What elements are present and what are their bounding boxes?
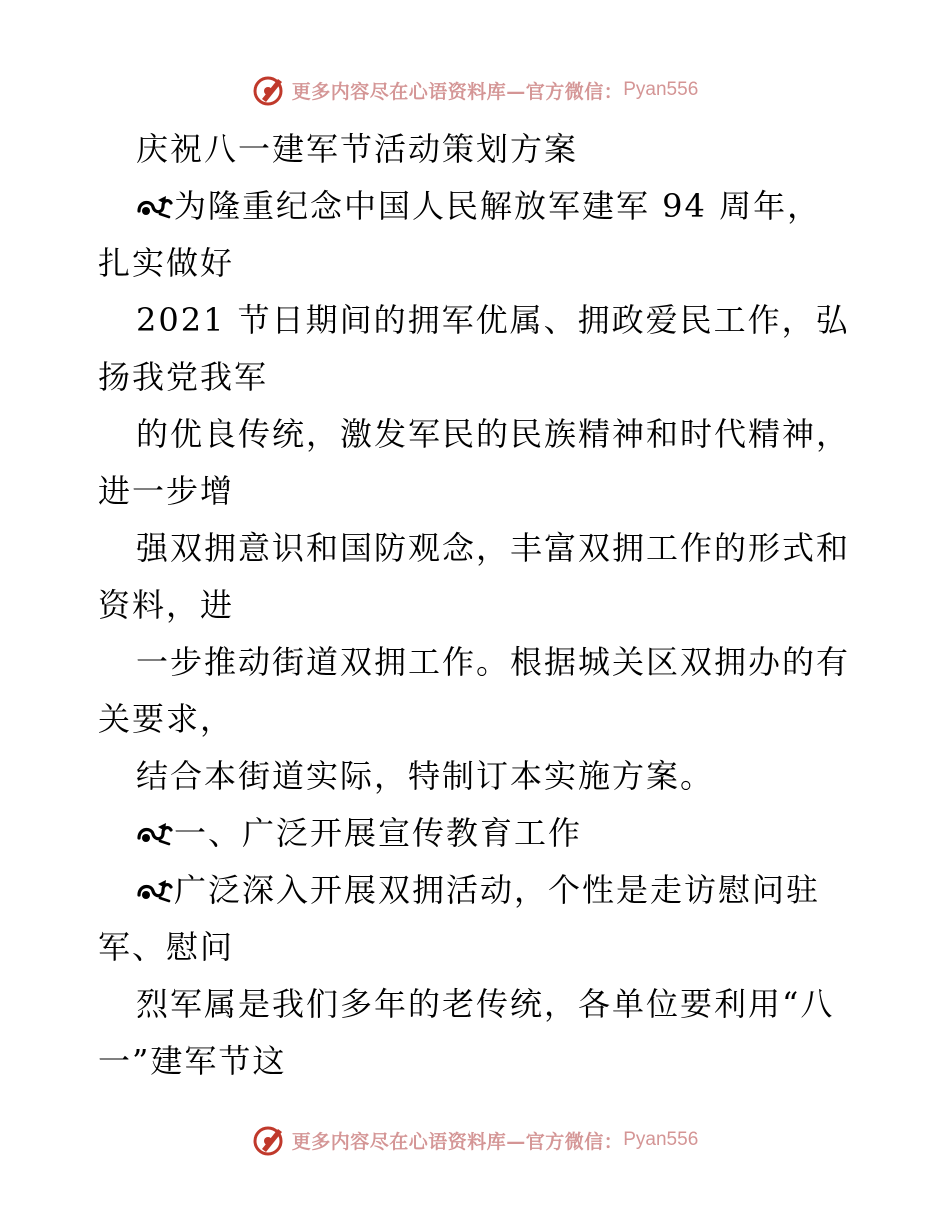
paragraph-line: 资料，进 [98, 586, 235, 624]
paragraph-line: 烈军属是我们多年的老传统，各单位要利用“八 [136, 985, 835, 1023]
watermark-wechat-id: Pyan556 [623, 1129, 699, 1150]
paragraph-line: 广泛深入开展双拥活动，个性是走访慰问驻 [98, 862, 868, 919]
paragraph-line: 2021 节日期间的拥军优属、拥政爱民工作，弘 [136, 301, 850, 339]
footer-watermark [0, 1120, 950, 1160]
paragraph-line: 一步推动街道双拥工作。根据城关区双拥办的有 [136, 643, 851, 681]
watermark-text: 更多内容尽在心语资料库—官方微信： [291, 80, 624, 103]
ornament-bullet-icon [136, 821, 174, 847]
pen-circle-logo-icon [252, 73, 286, 107]
watermark-wechat-id: Pyan556 [623, 79, 699, 100]
paragraph-line: 扎实做好 [98, 244, 235, 282]
ornament-bullet-icon [136, 878, 174, 904]
paragraph-line: 进一步增 [98, 472, 235, 510]
ornament-bullet-icon [136, 194, 174, 220]
header-watermark [0, 70, 950, 110]
paragraph-line: 的优良传统，激发军民的民族精神和时代精神， [136, 415, 851, 453]
document-body [98, 121, 868, 1090]
section-heading: 一、广泛开展宣传教育工作 [98, 805, 868, 862]
document-title: 庆祝八一建军节活动策划方案 [136, 130, 579, 168]
paragraph-line: 扬我党我军 [98, 358, 269, 396]
watermark-text: 更多内容尽在心语资料库—官方微信： [291, 1130, 624, 1153]
paragraph-line: 为隆重纪念中国人民解放军建军 94 周年， [98, 178, 868, 235]
paragraph-line: 军、慰问 [98, 928, 235, 966]
paragraph-line: 一”建军节这 [98, 1042, 287, 1080]
paragraph-line: 结合本街道实际，特制订本实施方案。 [136, 757, 715, 795]
paragraph-line: 关要求， [98, 700, 235, 738]
paragraph-line: 强双拥意识和国防观念，丰富双拥工作的形式和 [136, 529, 851, 567]
pen-circle-logo-icon [252, 1123, 286, 1157]
